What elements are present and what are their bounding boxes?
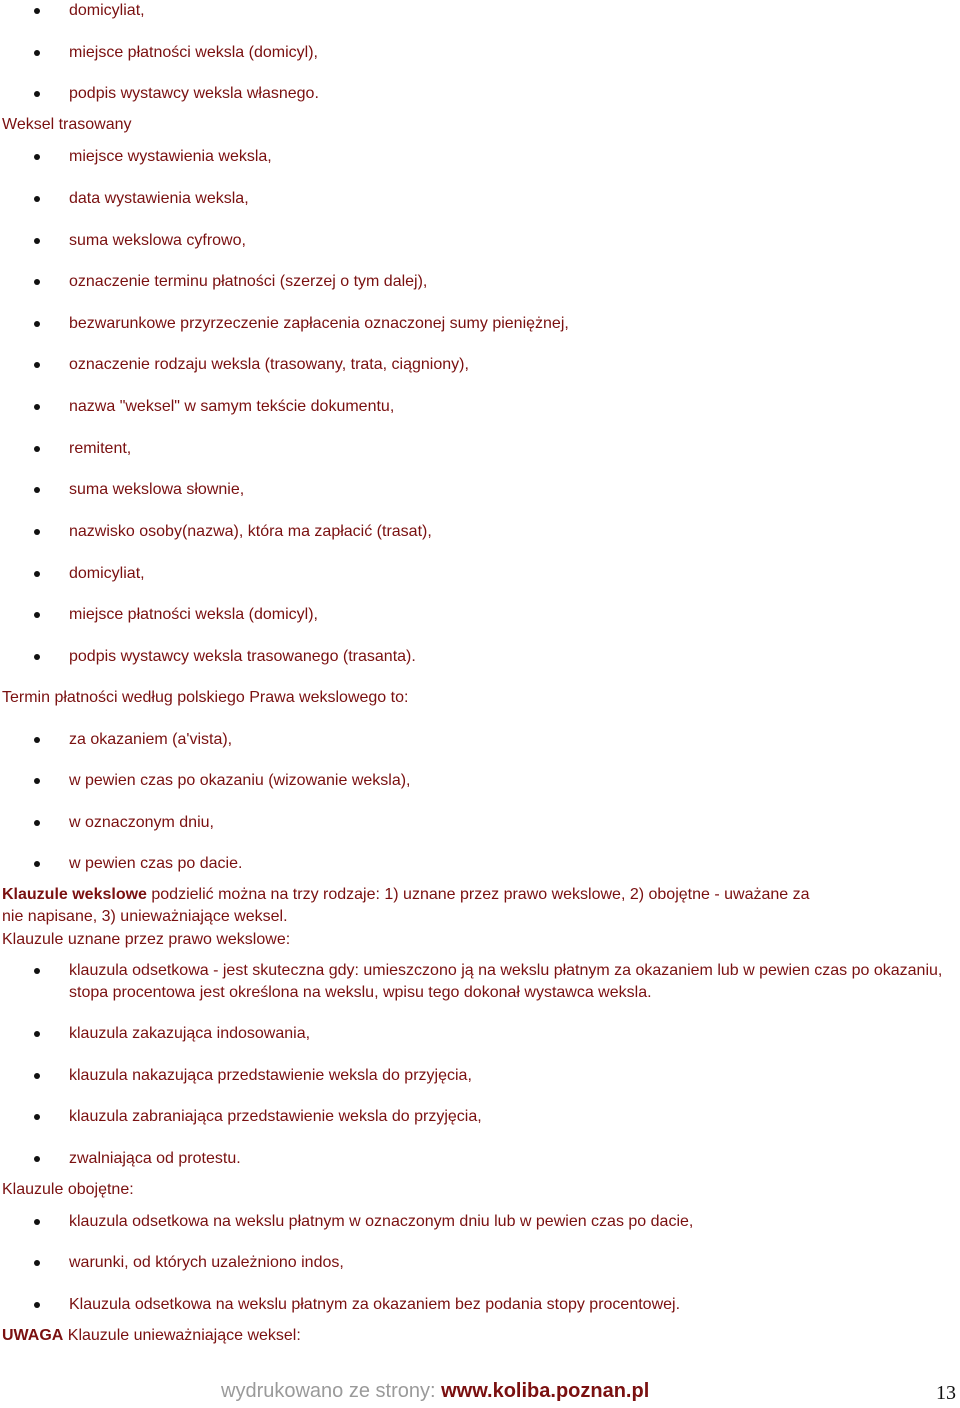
bullet-icon (34, 1260, 40, 1266)
list-item: nazwisko osoby(nazwa), która ma zapłacić (trasat), (69, 521, 944, 543)
list-item: bezwarunkowe przyrzeczenie zapłacenia oznaczonej sumy pieniężnej, (69, 313, 944, 335)
list-item: podpis wystawcy weksla własnego. (69, 83, 944, 105)
list-item: oznaczenie terminu płatności (szerzej o tym dalej), (69, 271, 944, 293)
list-item: klauzula odsetkowa - jest skuteczna gdy: umieszczono ją na wekslu płatnym za okazaniem lub w pewien czas po okazaniu, stopa procentowa jest określona na wekslu, wpisu tego dokonał wystawca weksla. (69, 960, 944, 1004)
page-footer (0, 1380, 960, 1408)
list-item: data wystawienia weksla, (69, 188, 944, 210)
list-item: klauzula odsetkowa na wekslu płatnym w oznaczonym dniu lub w pewien czas po dacie, (69, 1211, 944, 1233)
heading-klauzule-uniewazniajace (2, 1325, 952, 1347)
bullet-icon (34, 321, 40, 327)
uwaga-text: Klauzule unieważniające weksel: (63, 1327, 301, 1344)
bullet-icon (34, 238, 40, 244)
bullet-icon (34, 1156, 40, 1162)
list-item: remitent, (69, 438, 944, 460)
bullet-icon (34, 196, 40, 202)
list-item: miejsce wystawienia weksla, (69, 146, 944, 168)
heading-termin-platnosci: Termin płatności według polskiego Prawa wekslowego to: (2, 689, 409, 706)
list-item: domicyliat, (69, 563, 944, 585)
uwaga-label: UWAGA (2, 1327, 64, 1344)
bullet-icon (34, 1114, 40, 1120)
footer-domain-link[interactable]: www.koliba.poznan.pl (441, 1380, 650, 1402)
list-item: miejsce płatności weksla (domicyl), (69, 42, 944, 64)
bullet-icon (34, 487, 40, 493)
list-item: w pewien czas po okazaniu (wizowanie weksla), (69, 770, 944, 792)
list-item: nazwa "weksel" w samym tekście dokumentu, (69, 396, 944, 418)
list-item: suma wekslowa cyfrowo, (69, 230, 944, 252)
list-item: suma wekslowa słownie, (69, 479, 944, 501)
list-item: miejsce płatności weksla (domicyl), (69, 604, 944, 626)
heading-klauzule-obojetne: Klauzule obojętne: (2, 1181, 134, 1198)
page-number: 13 (936, 1382, 956, 1404)
heading-klauzule-uznane: Klauzule uznane przez prawo wekslowe: (2, 931, 291, 948)
bullet-icon (34, 362, 40, 368)
footer-source (221, 1380, 649, 1403)
bullet-icon (34, 1031, 40, 1037)
paragraph-klauzule-wekslowe (2, 884, 952, 928)
bullet-icon (34, 571, 40, 577)
bullet-icon (34, 1219, 40, 1225)
bullet-icon (34, 91, 40, 97)
list-item: podpis wystawcy weksla trasowanego (trasanta). (69, 646, 944, 668)
bullet-icon (34, 737, 40, 743)
heading-weksel-trasowany: Weksel trasowany (2, 116, 132, 133)
klauzule-wekslowe-text: podzielić można na trzy rodzaje: 1) uznane przez prawo wekslowe, 2) obojętne - uważane za (146, 886, 810, 903)
bullet-icon (34, 1302, 40, 1308)
bullet-icon (34, 820, 40, 826)
list-item: klauzula zabraniająca przedstawienie weksla do przyjęcia, (69, 1106, 944, 1128)
bullet-icon (34, 778, 40, 784)
bullet-icon (34, 446, 40, 452)
klauzule-wekslowe-text-continued: nie napisane, 3) unieważniające weksel. (2, 908, 288, 925)
bullet-icon (34, 50, 40, 56)
klauzule-wekslowe-term: Klauzule wekslowe (2, 886, 147, 903)
bullet-icon (34, 529, 40, 535)
list-item: za okazaniem (a'vista), (69, 729, 944, 751)
list-item: zwalniająca od protestu. (69, 1148, 944, 1170)
footer-prefix: wydrukowano ze strony: (221, 1380, 442, 1402)
bullet-icon (34, 1073, 40, 1079)
list-item: domicyliat, (69, 0, 944, 22)
bullet-icon (34, 8, 40, 14)
bullet-icon (34, 654, 40, 660)
list-item: Klauzula odsetkowa na wekslu płatnym za okazaniem bez podania stopy procentowej. (69, 1294, 944, 1316)
list-item: klauzula zakazująca indosowania, (69, 1023, 944, 1045)
bullet-icon (34, 612, 40, 618)
list-item: warunki, od których uzależniono indos, (69, 1252, 944, 1274)
list-item: w oznaczonym dniu, (69, 812, 944, 834)
list-item: oznaczenie rodzaju weksla (trasowany, trata, ciągniony), (69, 354, 944, 376)
bullet-icon (34, 968, 40, 974)
bullet-icon (34, 279, 40, 285)
list-item: klauzula nakazująca przedstawienie weksla do przyjęcia, (69, 1065, 944, 1087)
bullet-icon (34, 404, 40, 410)
list-item: w pewien czas po dacie. (69, 853, 944, 875)
bullet-icon (34, 154, 40, 160)
bullet-icon (34, 861, 40, 867)
